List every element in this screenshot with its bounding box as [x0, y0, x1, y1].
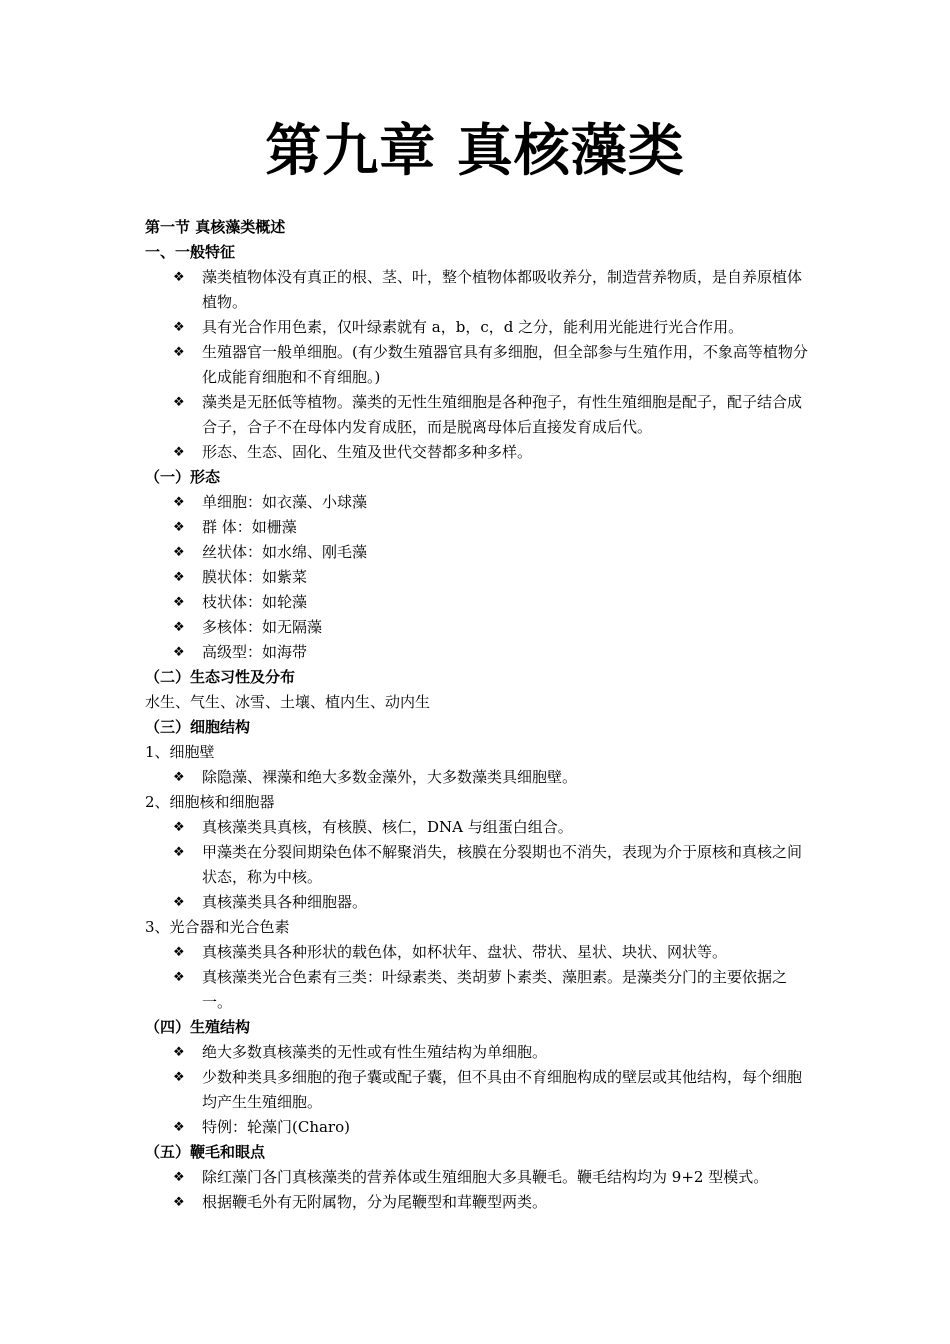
- bullet-item: [145, 390, 810, 440]
- bullet-text: 除隐藻、裸藻和绝大多数金藻外，大多数藻类具细胞壁。: [202, 768, 578, 786]
- bullet-item: [145, 965, 810, 1015]
- bullet-item: [145, 615, 810, 640]
- bullet-text: 丝状体：如水绵、刚毛藻: [202, 543, 368, 561]
- bullet-item: [145, 565, 810, 590]
- bullet-text: 枝状体：如轮藻: [202, 593, 308, 611]
- bullet-text: 少数种类具多细胞的孢子囊或配子囊，但不具由不育细胞构成的壁层或其他结构，每个细胞均产生生殖细胞。: [202, 1068, 803, 1111]
- bullet-marker-icon: ❖: [173, 645, 185, 660]
- bullet-marker-icon: ❖: [173, 495, 185, 510]
- bullet-text: 高级型：如海带: [202, 643, 308, 661]
- subheading: （五）鞭毛和眼点: [145, 1143, 266, 1161]
- bullet-marker-icon: ❖: [173, 945, 185, 960]
- bullet-text: 具有光合作用色素，仅叶绿素就有 a，b，c，d 之分，能利用光能进行光合作用。: [202, 318, 744, 336]
- bullet-marker-icon: ❖: [173, 445, 185, 460]
- chapter-title: 第九章 真核藻类: [265, 119, 685, 184]
- bullet-item: [145, 440, 810, 465]
- bullet-marker-icon: ❖: [173, 970, 185, 985]
- bullet-text: 真核藻类具各种形状的载色体，如杯状年、盘状、带状、星状、块状、网状等。: [202, 943, 728, 961]
- subheading: （二）生态习性及分布: [145, 668, 296, 686]
- bullet-text: 真核藻类具真核，有核膜、核仁，DNA 与组蛋白组合。: [202, 818, 573, 836]
- paragraph: 1、细胞壁: [145, 743, 215, 761]
- bullet-marker-icon: ❖: [173, 770, 185, 785]
- bullet-marker-icon: ❖: [173, 845, 185, 860]
- bullet-text: 膜状体：如紫菜: [202, 568, 308, 586]
- bullet-item: [145, 590, 810, 615]
- bullet-text: 藻类植物体没有真正的根、茎、叶，整个植物体都吸收养分，制造营养物质，是自养原植体植物。: [202, 268, 803, 311]
- bullet-text: 特例：轮藻门(Charo): [202, 1118, 350, 1136]
- bullet-marker-icon: ❖: [173, 620, 185, 635]
- bullet-item: [145, 940, 810, 965]
- bullet-marker-icon: ❖: [173, 895, 185, 910]
- paragraph: 水生、气生、冰雪、土壤、植内生、动内生: [145, 693, 431, 711]
- bullet-item: [145, 765, 810, 790]
- bullet-text: 形态、生态、固化、生殖及世代交替都多种多样。: [202, 443, 533, 461]
- bullet-marker-icon: ❖: [173, 270, 185, 285]
- bullet-marker-icon: ❖: [173, 345, 185, 360]
- bullet-text: 甲藻类在分裂间期染色体不解聚消失，核膜在分裂期也不消失，表现为介于原核和真核之间状态，称为中核。: [202, 843, 803, 886]
- bullet-marker-icon: ❖: [173, 1070, 185, 1085]
- subheading: 一、一般特征: [145, 243, 236, 261]
- bullet-item: [145, 340, 810, 390]
- bullet-marker-icon: ❖: [173, 1170, 185, 1185]
- bullet-item: [145, 1190, 810, 1215]
- bullet-item: [145, 1065, 810, 1115]
- subheading: （三）细胞结构: [145, 718, 251, 736]
- bullet-item: [145, 840, 810, 890]
- bullet-item: [145, 1040, 810, 1065]
- bullet-text: 生殖器官一般单细胞。(有少数生殖器官具有多细胞，但全部参与生殖作用，不象高等植物分化成能育细胞和不育细胞。): [202, 343, 808, 386]
- bullet-marker-icon: ❖: [173, 520, 185, 535]
- bullet-text: 绝大多数真核藻类的无性或有性生殖结构为单细胞。: [202, 1043, 548, 1061]
- bullet-item: [145, 265, 810, 315]
- paragraph: 3、光合器和光合色素: [145, 918, 290, 936]
- bullet-marker-icon: ❖: [173, 1195, 185, 1210]
- bullet-text: 藻类是无胚低等植物。藻类的无性生殖细胞是各种孢子，有性生殖细胞是配子，配子结合成合子，合子不在母体内发育成胚，而是脱离母体后直接发育成后代。: [202, 393, 803, 436]
- bullet-text: 多核体：如无隔藻: [202, 618, 323, 636]
- bullet-text: 真核藻类具各种细胞器。: [202, 893, 368, 911]
- bullet-marker-icon: ❖: [173, 320, 185, 335]
- bullet-marker-icon: ❖: [173, 395, 185, 410]
- bullet-marker-icon: ❖: [173, 1120, 185, 1135]
- bullet-item: [145, 640, 810, 665]
- bullet-item: [145, 540, 810, 565]
- bullet-item: [145, 490, 810, 515]
- bullet-text: 群 体：如栅藻: [202, 518, 297, 536]
- bullet-text: 单细胞：如衣藻、小球藻: [202, 493, 368, 511]
- bullet-item: [145, 315, 810, 340]
- bullet-marker-icon: ❖: [173, 570, 185, 585]
- bullet-text: 根据鞭毛外有无附属物，分为尾鞭型和茸鞭型两类。: [202, 1193, 548, 1211]
- subheading: （四）生殖结构: [145, 1018, 251, 1036]
- bullet-item: [145, 1115, 810, 1140]
- bullet-text: 除红藻门各门真核藻类的营养体或生殖细胞大多具鞭毛。鞭毛结构均为 9+2 型模式。: [202, 1168, 769, 1186]
- section-title: 第一节 真核藻类概述: [145, 218, 286, 236]
- subheading: （一）形态: [145, 468, 221, 486]
- bullet-marker-icon: ❖: [173, 1045, 185, 1060]
- bullet-marker-icon: ❖: [173, 545, 185, 560]
- bullet-marker-icon: ❖: [173, 595, 185, 610]
- paragraph: 2、细胞核和细胞器: [145, 793, 275, 811]
- bullet-item: [145, 1165, 810, 1190]
- bullet-text: 真核藻类光合色素有三类：叶绿素类、类胡萝卜素类、藻胆素。是藻类分门的主要依据之一。: [202, 968, 788, 1011]
- bullet-item: [145, 515, 810, 540]
- document-body: [145, 215, 810, 1215]
- bullet-marker-icon: ❖: [173, 820, 185, 835]
- bullet-item: [145, 815, 810, 840]
- bullet-item: [145, 890, 810, 915]
